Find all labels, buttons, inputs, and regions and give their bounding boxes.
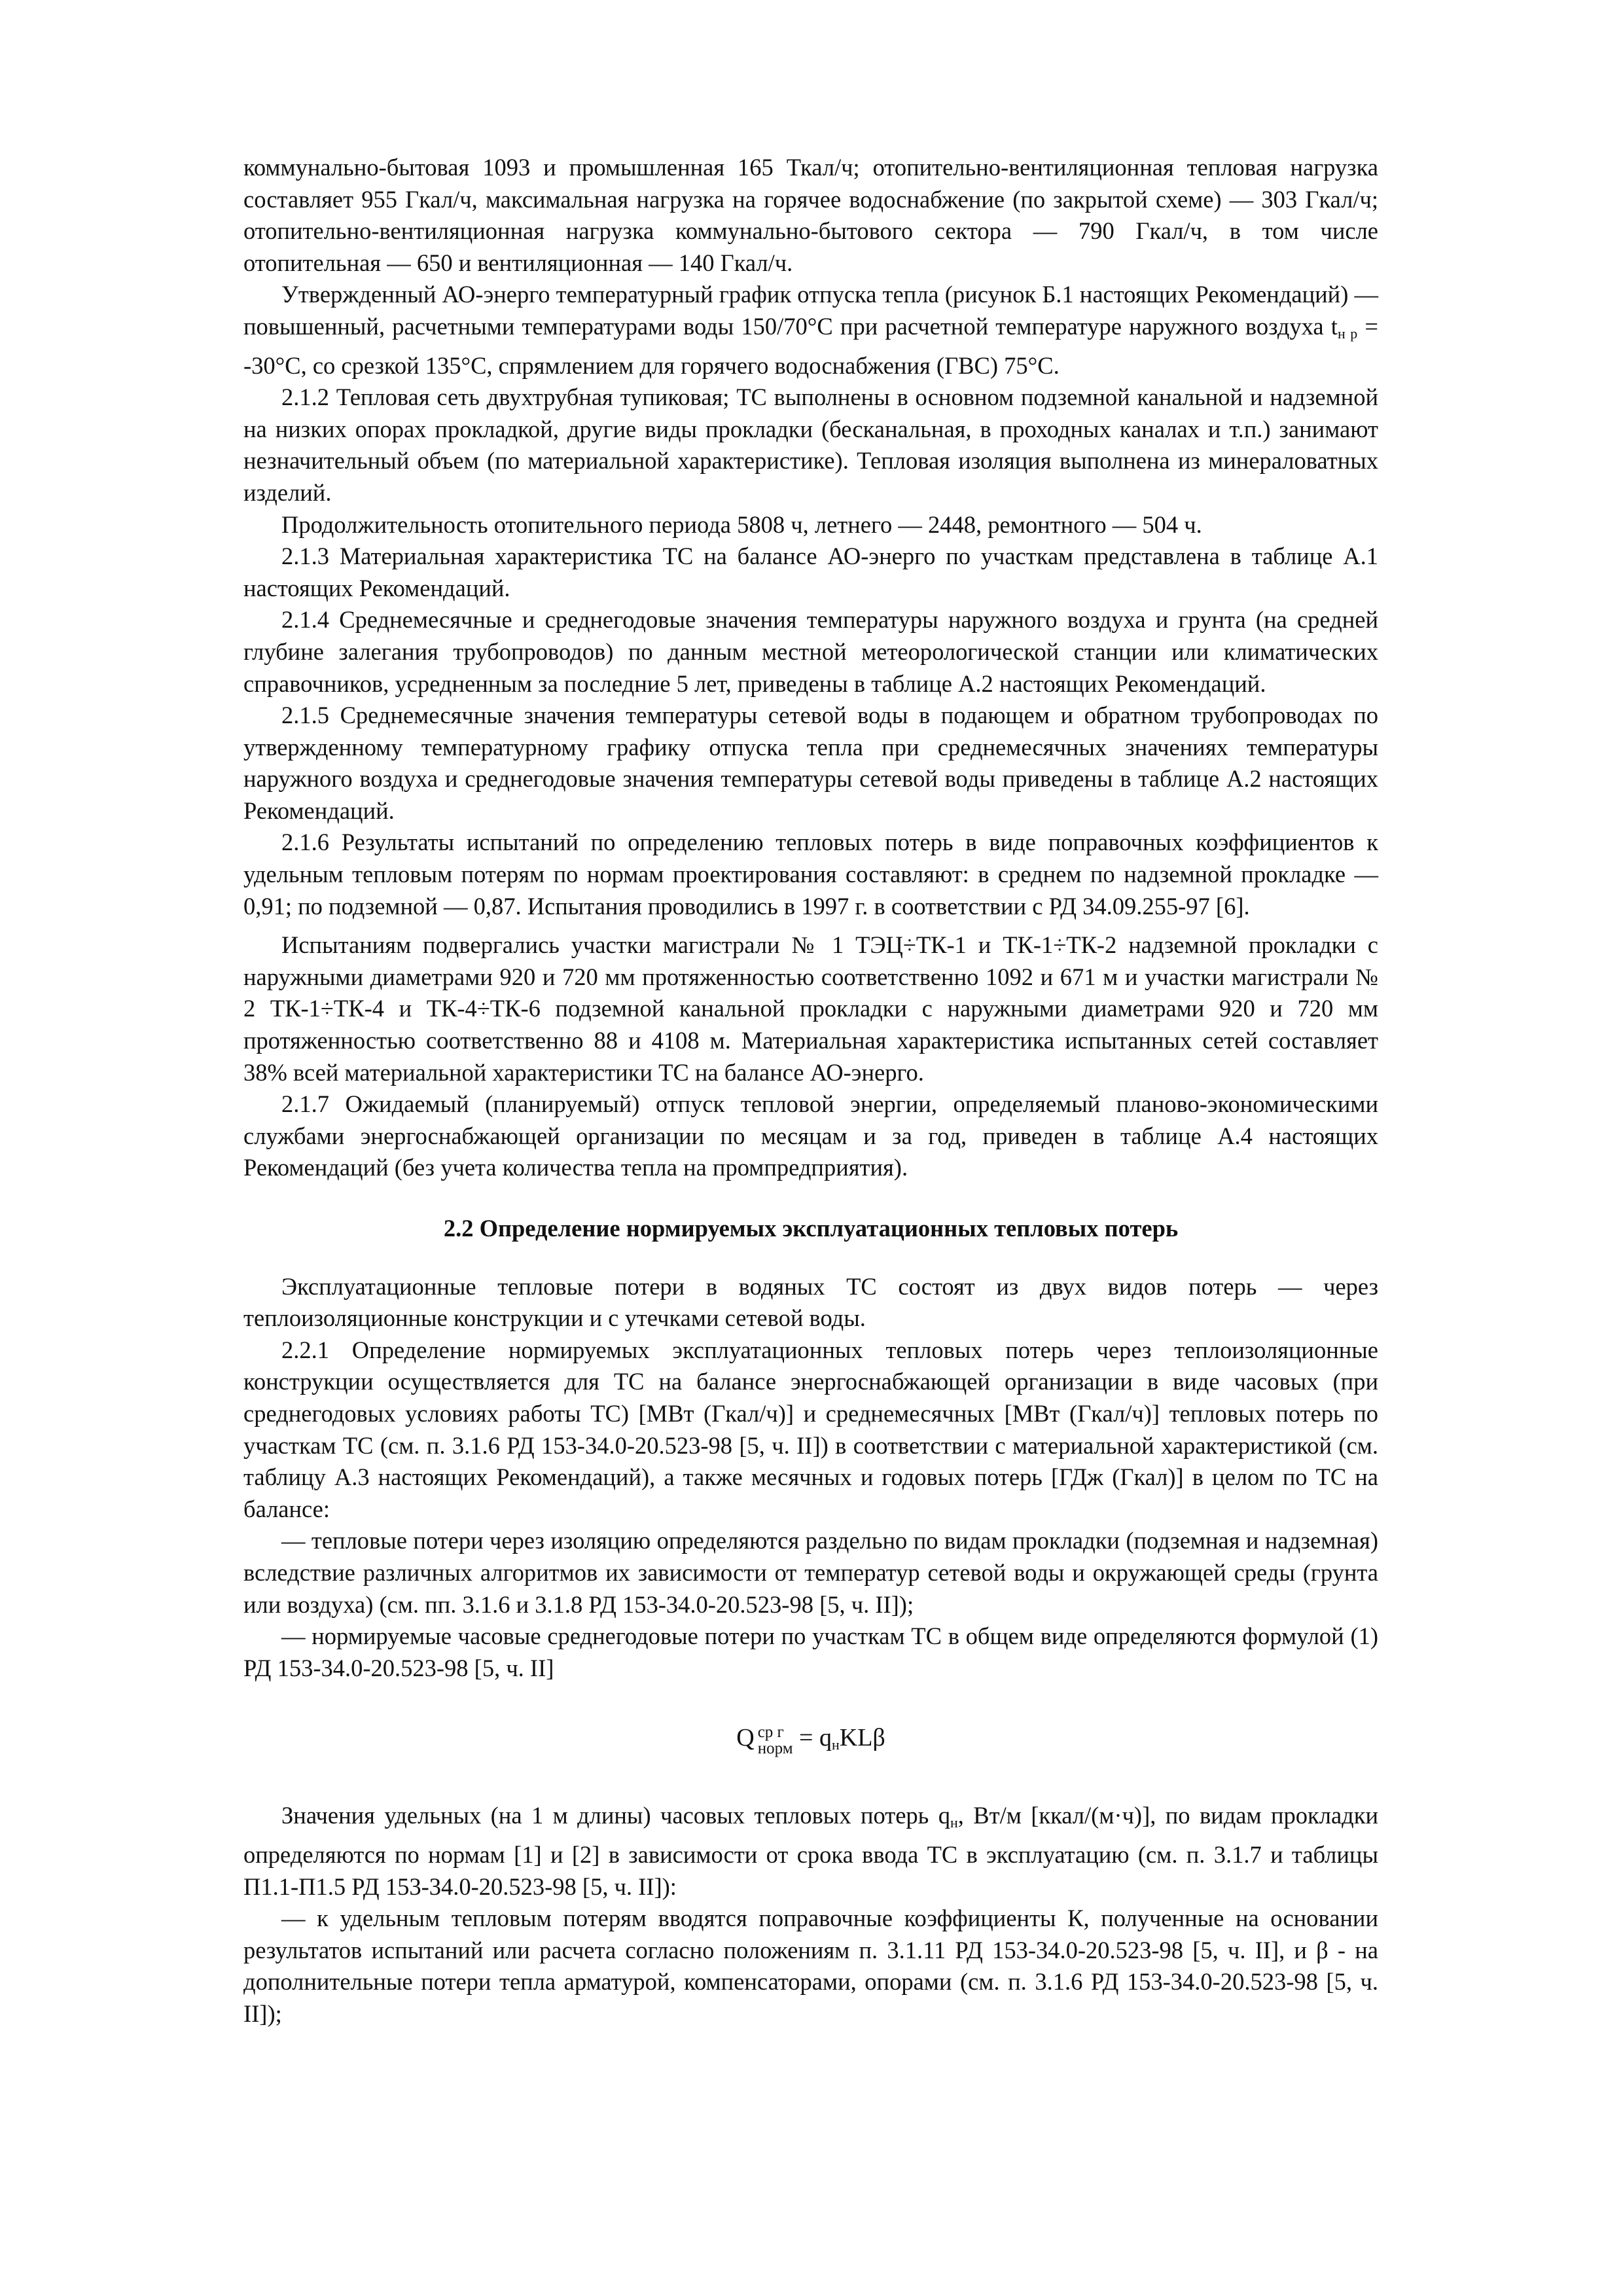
formula-eq: = q xyxy=(793,1724,832,1752)
formula-sub: норм xyxy=(757,1739,793,1757)
paragraph: Эксплуатационные тепловые потери в водяных ТС состоят из двух видов потерь — через теплоизоляционные конструкции и с утечками сетевой воды. xyxy=(243,1272,1378,1332)
formula xyxy=(243,1718,1378,1765)
paragraph: 2.2.1 Определение нормируемых эксплуатационных тепловых потерь через теплоизоляционные конструкции осуществляется для ТС на балансе энергоснабжающей организации в виде часовых (при среднегодовых условиях работы ТС) [МВт (Гкал/ч)] и среднемесячных [МВт (Гкал/ч)] тепловых потерь по участкам ТС (см. п. 3.1.6 РД 153-34.0-20.523-98 [5, ч. II]) в соответствии с материальной характеристикой (см. таблицу А.3 настоящих Рекомендаций), а также месячных и годовых потерь [ГДж (Гкал)] в целом по ТС на балансе: xyxy=(243,1336,1378,1522)
paragraph: 2.1.5 Среднемесячные значения температуры сетевой воды в подающем и обратном трубопроводах по утвержденному температурному графику отпуска тепла при среднемесячных значениях температуры наружного воздуха и среднегодовые значения температуры сетевой воды приведены в таблице А.2 настоящих Рекомендаций. xyxy=(243,702,1378,824)
paragraph: Утвержденный АО-энерго температурный график отпуска тепла (рисунок Б.1 настоящих Рекомендаций) — повышенный, расчетными температурами воды 150/70°С при расчетной температуре наружного воздуха $t_{н р} = -30^\circ С$, со срезкой 135°С, спрямлением для горячего водоснабжения (ГВС) 75°С. xyxy=(243,281,1378,379)
formula-q-sub: н xyxy=(831,1736,840,1753)
paragraph: коммунально-бытовая 1093 и промышленная 165 Ткал/ч; отопительно-вентиляционная тепловая нагрузка составляет 955 Гкал/ч, максимальная нагрузка на горячее водоснабжение (по закрытой схеме) — 303 Гкал/ч; отопительно-вентиляционная нагрузка коммунально-бытового сектора — 790 Гкал/ч, в том числе отопительная — 650 и вентиляционная — 140 Гкал/ч. xyxy=(243,154,1378,276)
paragraph: 2.1.2 Тепловая сеть двухтрубная тупиковая; ТС выполнены в основном подземной канальной и надземной на низких опорах прокладкой, другие виды прокладки (бесканальная, в проходных каналах и т.п.) занимают незначительный объем (по материальной характеристике). Тепловая изоляция выполнена из минераловатных изделий. xyxy=(243,384,1378,506)
formula-rhs: KLβ xyxy=(839,1724,885,1752)
formula-lhs: Q xyxy=(736,1724,755,1752)
paragraph: 2.1.3 Материальная характеристика ТС на балансе АО-энерго по участкам представлена в таблице А.1 настоящих Рекомендаций. xyxy=(243,543,1378,601)
paragraph: Продолжительность отопительного периода 5808 ч, летнего — 2448, ремонтного — 504 ч. xyxy=(281,511,1202,538)
section-heading: 2.2 Определение нормируемых эксплуатационных тепловых потерь xyxy=(443,1215,1179,1242)
document-page xyxy=(243,152,1378,2030)
paragraph: 2.1.4 Среднемесячные и среднегодовые значения температуры наружного воздуха и грунта (на средней глубине залегания трубопроводов) по данным местной метеорологической станции или климатических справочников, усредненным за последние 5 лет, приведены в таблице А.2 настоящих Рекомендаций. xyxy=(243,606,1378,697)
paragraph: 2.1.7 Ожидаемый (планируемый) отпуск тепловой энергии, определяемый планово-экономическими службами энергоснабжающей организации по месяцам и за год, приведен в таблице А.4 настоящих Рекомендаций (без учета количества тепла на промпредприятия). xyxy=(243,1090,1378,1181)
paragraph: — тепловые потери через изоляцию определяются раздельно по видам прокладки (подземная и надземная) вследствие различных алгоритмов их зависимости от температур сетевой воды и окружающей среды (грунта или воздуха) (см. пп. 3.1.6 и 3.1.8 РД 153-34.0-20.523-98 [5, ч. II]); xyxy=(243,1527,1378,1618)
paragraph: — нормируемые часовые среднегодовые потери по участкам ТС в общем виде определяются формулой (1) РД 153-34.0-20.523-98 [5, ч. II] xyxy=(243,1623,1378,1681)
paragraph: — к удельным тепловым потерям вводятся поправочные коэффициенты К, полученные на основании результатов испытаний или расчета согласно положениям п. 3.1.11 РД 153-34.0-20.523-98 [5, ч. II], и β - на дополнительные потери тепла арматурой, компенсаторами, опорами (см. п. 3.1.6 РД 153-34.0-20.523-98 [5, ч. II]); xyxy=(243,1905,1378,2027)
paragraph: 2.1.6 Результаты испытаний по определению тепловых потерь в виде поправочных коэффициентов к удельным тепловым потерям по нормам проектирования составляют: в среднем по надземной прокладке — 0,91; по подземной — 0,87. Испытания проводились в 1997 г. в соответствии с РД 34.09.255-97 [6]. xyxy=(243,829,1378,920)
formula-sup: ср г xyxy=(757,1723,784,1741)
paragraph: Испытаниям подвергались участки магистрали № 1 ТЭЦ÷ТК-1 и ТК-1÷ТК-2 надземной прокладки с наружными диаметрами 920 и 720 мм протяженностью соответственно 1092 и 671 м и участки магистрали № 2 ТК-1÷ТК-4 и ТК-4÷ТК-6 подземной канальной прокладки с наружными диаметрами 920 и 720 мм протяженностью соответственно 88 и 4108 м. Материальная характеристика испытанных сетей составляет 38% всей материальной характеристики ТС на балансе АО-энерго. xyxy=(243,931,1378,1086)
paragraph: Значения удельных (на 1 м длины) часовых тепловых потерь $q_н$, Вт/м [ккал/(м·ч)], по видам прокладки определяются по нормам [1] и [2] в зависимости от срока ввода ТС в эксплуатацию (см. п. 3.1.7 и таблицы П1.1-П1.5 РД 153-34.0-20.523-98 [5, ч. II]): xyxy=(243,1802,1378,1900)
